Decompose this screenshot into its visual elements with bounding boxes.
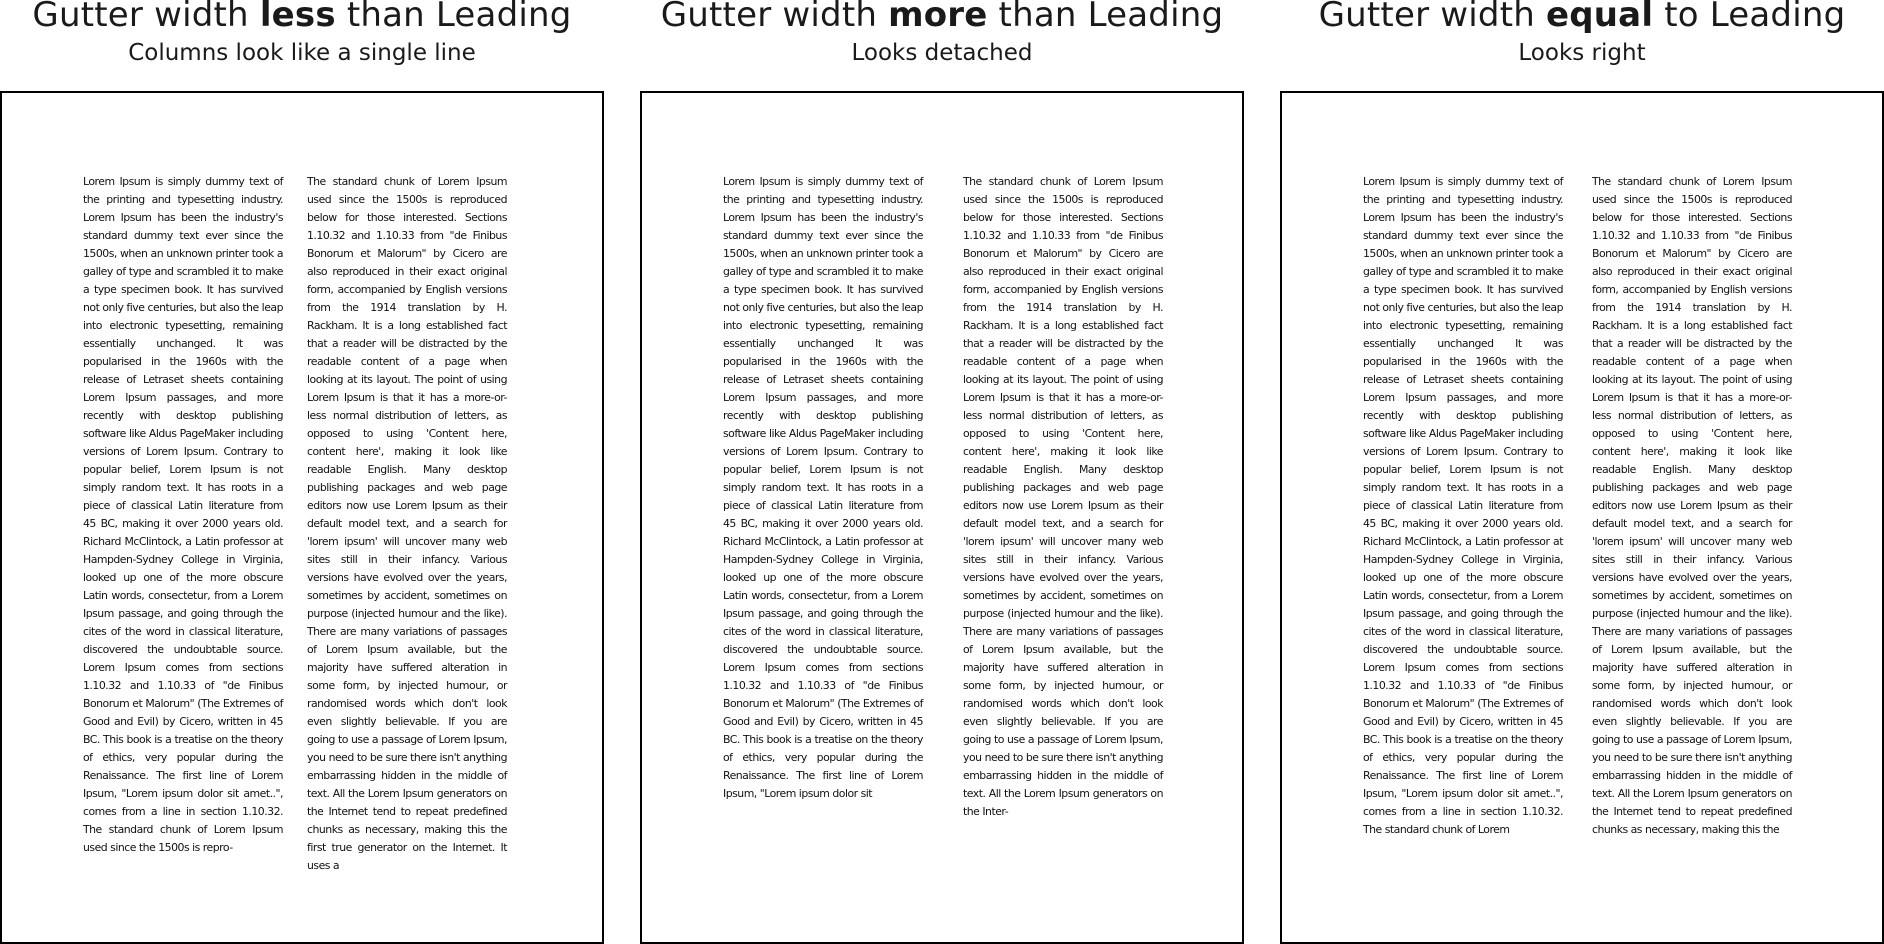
text-column-left: Lorem Ipsum is simply dummy text of the printing and typesetting industry. Lorem Ipsum has been the industry's standard dummy text ever since the 1500s, when an unknown printer took a galley of type and scrambled it to make a type specimen book. It has survived not only five centuries, but also the leap into electronic typesetting, remaining essentially unchanged It was popularised in the 1960s with the release of Letraset sheets containing Lorem Ipsum passages, and more recently with desktop publishing software like Aldus PageMaker including versions of Lorem Ipsum. Contrary to popular belief, Lorem Ipsum is not simply random text. It has roots in a piece of classical Latin literature from 45 BC, making it over 2000 years old. Richard McClintock, a Latin professor at Hampden-Sydney College in Virginia, looked up one of the more obscure Latin words, consectetur, from a Lorem Ipsum passage, and going through the cites of the word in classical literature, discovered the undoubtable source. Lorem Ipsum comes from sections 1.10.32 and 1.10.33 of "de Finibus Bonorum et Malorum" (The Extremes of Good and Evil) by Cicero, written in 45 BC. This book is a treatise on the theory of ethics, very popular during the Renaissance. The first line of Lorem Ipsum, "Lorem ipsum dolor sit [723,175,923,800]
title-suffix: than Leading [987,0,1224,35]
panel-title [640,0,1244,35]
title-suffix: to Leading [1653,0,1846,35]
text-column-right: The standard chunk of Lorem Ipsum used since the 1500s is reproduced below for those interested. Sections 1.10.32 and 1.10.33 from "de Finibus Bonorum et Malorum" by Cicero are also reproduced in their exact original form, accompanied by English versions from the 1914 translation by H. Rackham. It is a long established fact that a reader will be distracted by the readable content of a page when looking at its layout. The point of using Lorem Ipsum is that it has a more-or-less normal distribution of letters, as opposed to using 'Content here, content here', making it look like readable English. Many desktop publishing packages and web page editors now use Lorem Ipsum as their default model text, and a search for 'lorem ipsum' will uncover many web sites still in their infancy. Various versions have evolved over the years, sometimes by accident, sometimes on purpose (injected humour and the like). There are many variations of passages of Lorem Ipsum available, but the majority have suffered alteration in some form, by injected humour, or randomised words which don't look even slightly believable. If you are going to use a passage of Lorem Ipsum, you need to be sure there isn't anything embarrassing hidden in the middle of text. All the Lorem Ipsum generators on the Internet tend to repeat predefined chunks as necessary, making this the first true generator on the Internet. It uses a [307,175,507,872]
panel-heading-more [640,0,1244,67]
panel-subtitle: Looks right [1518,40,1646,66]
title-prefix: Gutter width [660,0,889,35]
panel-subtitle: Columns look like a single line [128,40,476,66]
title-prefix: Gutter width [32,0,260,35]
panel-title [0,0,604,35]
panel-heading-less [0,0,604,67]
title-emphasis: more [888,0,988,35]
title-prefix: Gutter width [1318,0,1546,35]
text-column-right: The standard chunk of Lorem Ipsum used since the 1500s is reproduced below for those interested. Sections 1.10.32 and 1.10.33 from "de Finibus Bonorum et Malorum" by Cicero are also reproduced in their exact original form, accompanied by English versions from the 1914 translation by H. Rackham. It is a long established fact that a reader will be distracted by the readable content of a page when looking at its layout. The point of using Lorem Ipsum is that it has a more-or-less normal distribution of letters, as opposed to using 'Content here, content here', making it look like readable English. Many desktop publishing packages and web page editors now use Lorem Ipsum as their default model text, and a search for 'lorem ipsum' will uncover many web sites still in their infancy. Various versions have evolved over the years, sometimes by accident, sometimes on purpose (injected humour and the like). There are many variations of passages of Lorem Ipsum available, but the majority have suffered alteration in some form, by injected humour, or randomised words which don't look even slightly believable. If you are going to use a passage of Lorem Ipsum, you need to be sure there isn't anything embarrassing hidden in the middle of text. All the Lorem Ipsum generators on the Internet tend to repeat predefined chunks as necessary, making this the [1592,175,1792,836]
panel-subtitle: Looks detached [851,40,1033,66]
text-column-left: Lorem Ipsum is simply dummy text of the printing and typesetting industry. Lorem Ipsum has been the industry's standard dummy text ever since the 1500s, when an unknown printer took a galley of type and scrambled it to make a type specimen book. It has survived not only five centuries, but also the leap into electronic typesetting, remaining essentially unchanged It was popularised in the 1960s with the release of Letraset sheets containing Lorem Ipsum passages, and more recently with desktop publishing software like Aldus PageMaker including versions of Lorem Ipsum. Contrary to popular belief, Lorem Ipsum is not simply random text. It has roots in a piece of classical Latin literature from 45 BC, making it over 2000 years old. Richard McClintock, a Latin professor at Hampden-Sydney College in Virginia, looked up one of the more obscure Latin words, consectetur, from a Lorem Ipsum passage, and going through the cites of the word in classical literature, discovered the undoubtable source. Lorem Ipsum comes from sections 1.10.32 and 1.10.33 of "de Finibus Bonorum et Malorum" (The Extremes of Good and Evil) by Cicero, written in 45 BC. This book is a treatise on the theory of ethics, very popular during the Renaissance. The first line of Lorem Ipsum, "Lorem ipsum dolor sit amet..", comes from a line in section 1.10.32. The standard chunk of Lorem [1363,175,1563,836]
text-column-left: Lorem Ipsum is simply dummy text of the printing and typesetting industry. Lorem Ipsum has been the industry's standard dummy text ever since the 1500s, when an unknown printer took a galley of type and scrambled it to make a type specimen book. It has survived not only five centuries, but also the leap into electronic typesetting, remaining essentially unchanged. It was popularised in the 1960s with the release of Letraset sheets containing Lorem Ipsum passages, and more recently with desktop publishing software like Aldus PageMaker including versions of Lorem Ipsum. Contrary to popular belief, Lorem Ipsum is not simply random text. It has roots in a piece of classical Latin literature from 45 BC, making it over 2000 years old. Richard McClintock, a Latin professor at Hampden-Sydney College in Virginia, looked up one of the more obscure Latin words, consectetur, from a Lorem Ipsum passage, and going through the cites of the word in classical literature, discovered the undoubtable source. Lorem Ipsum comes from sections 1.10.32 and 1.10.33 of "de Finibus Bonorum et Malorum" (The Extremes of Good and Evil) by Cicero, written in 45 BC. This book is a treatise on the theory of ethics, very popular during the Renaissance. The first line of Lorem Ipsum, "Lorem ipsum dolor sit amet..", comes from a line in section 1.10.32. The standard chunk of Lorem Ipsum used since the 1500s is repro- [83,175,283,854]
panel-title [1280,0,1884,35]
text-column-right: The standard chunk of Lorem Ipsum used since the 1500s is reproduced below for those interested. Sections 1.10.32 and 1.10.33 from "de Finibus Bonorum et Malorum" by Cicero are also reproduced in their exact original form, accompanied by English versions from the 1914 translation by H. Rackham. It is a long established fact that a reader will be distracted by the readable content of a page when looking at its layout. The point of using Lorem Ipsum is that it has a more-or-less normal distribution of letters, as opposed to using 'Content here, content here', making it look like readable English. Many desktop publishing packages and web page editors now use Lorem Ipsum as their default model text, and a search for 'lorem ipsum' will uncover many web sites still in their infancy. Various versions have evolved over the years, sometimes by accident, sometimes on purpose (injected humour and the like). There are many variations of passages of Lorem Ipsum available, but the majority have suffered alteration in some form, by injected humour, or randomised words which don't look even slightly believable. If you are going to use a passage of Lorem Ipsum, you need to be sure there isn't anything embarrassing hidden in the middle of text. All the Lorem Ipsum generators on the Inter- [963,175,1163,818]
panel-heading-equal [1280,0,1884,67]
title-suffix: than Leading [335,0,572,35]
page-sample-equal [1280,91,1884,944]
page-sample-less [0,91,604,944]
page-sample-more [640,91,1244,944]
title-emphasis: equal [1545,0,1654,35]
title-emphasis: less [259,0,336,35]
